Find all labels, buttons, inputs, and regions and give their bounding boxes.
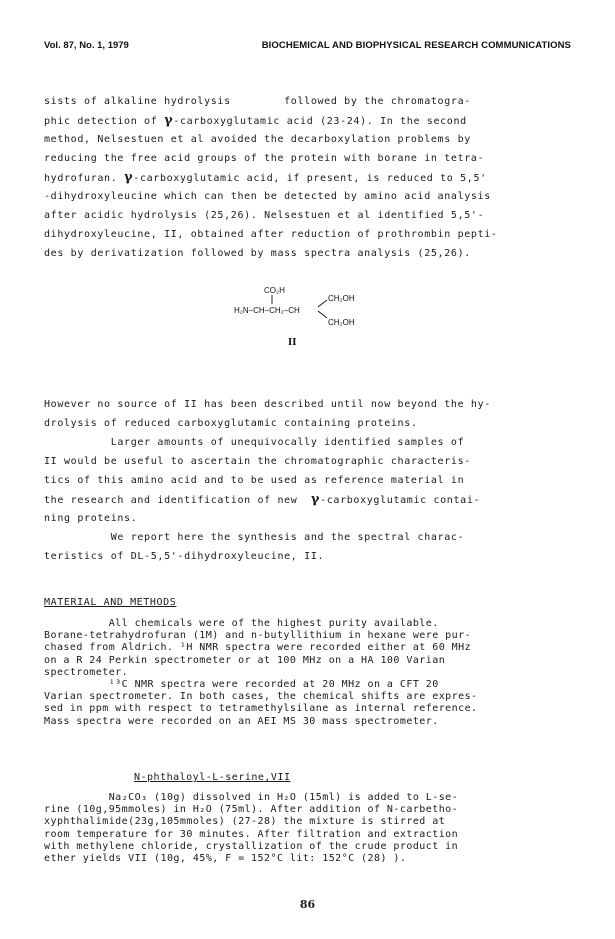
text-line: tics of this amino acid and to be used as reference material in <box>44 475 465 486</box>
text-line: phic detection of γ-carboxyglutamic acid (23-24). In the second <box>44 113 467 128</box>
text-line: hydrofuran. γ-carboxyglutamic acid, if present, is reduced to 5,5' <box>44 170 487 185</box>
text-line: ether yields VII (10g, 45%, F = 152°C lit: 152°C (28) ). <box>44 852 407 864</box>
structure-ch2oh-bottom: CH₂OH <box>328 318 355 327</box>
text-line: chased from Aldrich. ¹H NMR spectra were recorded either at 60 MHz <box>44 642 472 654</box>
procedure-paragraph <box>44 792 574 865</box>
text-line: spectrometer. <box>44 666 129 678</box>
text-line: method, Nelsestuen et al avoided the decarboxylation problems by <box>44 134 471 145</box>
text-line: drolysis of reduced carboxyglutamic containing proteins. <box>44 418 418 429</box>
text-line: sists of alkaline hydrolysis followed by the chromatogra- <box>44 96 471 107</box>
text-line: teristics of DL-5,5'-dihydroxyleucine, II. <box>44 551 325 562</box>
text-line: dihydroxyleucine, II, obtained after reduction of prothrombin pepti- <box>44 229 498 240</box>
text-line: sed in ppm with respect to tetramethylsilane as internal reference. <box>44 703 478 715</box>
gamma-symbol: γ <box>124 170 134 185</box>
structure-label: II <box>288 338 297 348</box>
section-heading: MATERIAL AND METHODS <box>44 597 177 608</box>
text-line: reducing the free acid groups of the protein with borane in tetra- <box>44 153 485 164</box>
structure-main-chain: H₂N–CH–CH₂–CH <box>234 306 300 315</box>
text-line: rine (10g,95mmoles) in H₂O (75ml). After addition of N-carbetho- <box>44 804 459 816</box>
text-line: Varian spectrometer. In both cases, the chemical shifts are expres- <box>44 691 478 703</box>
structure-co2h: CO₂H <box>264 286 285 295</box>
text-line: ning proteins. <box>44 513 138 524</box>
text-line: des by derivatization followed by mass spectra analysis (25,26). <box>44 248 471 259</box>
volume-info: Vol. 87, No. 1, 1979 <box>44 40 129 51</box>
text-line: All chemicals were of the highest purity available. <box>44 618 439 629</box>
gamma-symbol: γ <box>164 113 174 128</box>
text-line: room temperature for 30 minutes. After filtration and extraction <box>44 828 459 840</box>
text-line: xyphthalimide(23g,105mmoles) (27-28) the mixture is stirred at <box>44 816 446 828</box>
text-line: -dihydroxyleucine which can then be detected by amino acid analysis <box>44 191 491 202</box>
text-line: the research and identification of new γ-carboxyglutamic contai- <box>44 492 481 507</box>
chemical-structure-ii <box>230 283 370 351</box>
text-line: We report here the synthesis and the spectral charac- <box>44 532 465 543</box>
text-line: Borane-tetrahydrofuran (1M) and n-butyllithium in hexane were pur- <box>44 630 472 642</box>
structure-ch2oh-top: CH₂OH <box>328 294 355 303</box>
intro-paragraph <box>44 92 574 263</box>
text-line: on a R 24 Perkin spectrometer or at 100 MHz on a HA 100 Varian <box>44 654 446 666</box>
subsection-heading: N-phthaloyl-L-serine,VII <box>134 772 291 783</box>
second-paragraph <box>44 395 574 566</box>
text-line: with methylene chloride, crystallization of the crude product in <box>44 840 459 852</box>
page-number: 86 <box>299 898 316 911</box>
text-line: Na₂CO₃ (10g) dissolved in H₂O (15ml) is added to L-se- <box>44 792 459 803</box>
text-line: II would be useful to ascertain the chromatographic characteris- <box>44 456 471 467</box>
text-line: Mass spectra were recorded on an AEI MS 30 mass spectrometer. <box>44 715 439 727</box>
text-line: However no source of II has been described until now beyond the hy- <box>44 399 491 410</box>
text-line: ¹³C NMR spectra were recorded at 20 MHz on a CFT 20 <box>44 678 439 690</box>
methods-paragraph <box>44 618 574 728</box>
text-line: Larger amounts of unequivocally identified samples of <box>44 437 465 448</box>
gamma-symbol: γ <box>310 492 321 507</box>
text-line: after acidic hydrolysis (25,26). Nelsestuen et al identified 5,5'- <box>44 210 485 221</box>
journal-title: BIOCHEMICAL AND BIOPHYSICAL RESEARCH COMMUNICATIONS <box>261 40 571 51</box>
